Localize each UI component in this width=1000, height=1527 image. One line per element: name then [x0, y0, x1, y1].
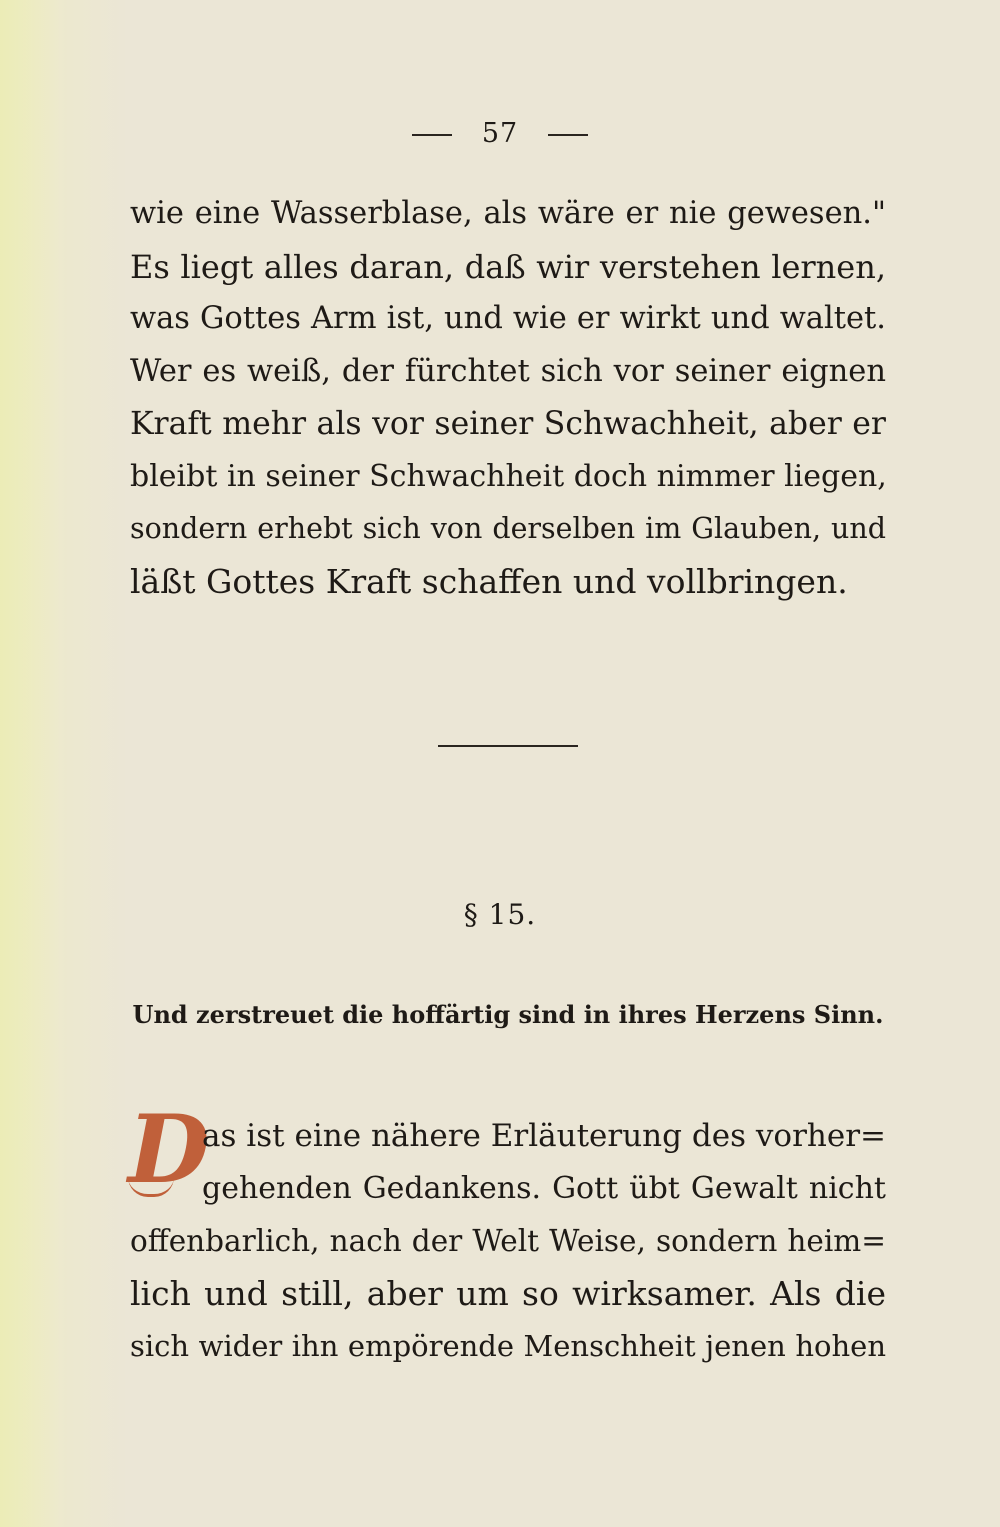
- drop-cap: D: [128, 1095, 210, 1205]
- text-line: sondern erhebt sich von derselben im Glauben, und: [130, 512, 886, 545]
- section-title: Und zerstreuet die hoffärtig sind in ihres Herzens Sinn.: [132, 1000, 884, 1029]
- page-header: [0, 118, 1000, 149]
- text-line: Es liegt alles daran, daß wir verstehen lernen,: [130, 247, 886, 286]
- text-line: gehenden Gedankens. Gott übt Gewalt nicht: [202, 1170, 886, 1206]
- section-divider: [438, 745, 578, 747]
- header-dash-left: [412, 134, 452, 136]
- text-line: lich und still, aber um so wirksamer. Als die: [130, 1273, 886, 1313]
- page-gutter: [0, 0, 60, 1527]
- text-line: was Gottes Arm ist, und wie er wirkt und waltet.: [130, 301, 886, 336]
- paragraph-continued: [130, 188, 886, 608]
- text-line: Kraft mehr als vor seiner Schwachheit, aber er: [130, 406, 886, 442]
- page-number: 57: [481, 118, 519, 149]
- paragraph-section-15: [130, 1110, 886, 1373]
- text-line: bleibt in seiner Schwachheit doch nimmer liegen,: [130, 458, 887, 494]
- text-line: Wer es weiß, der fürchtet sich vor seiner eignen: [130, 353, 886, 389]
- text-line: offenbarlich, nach der Welt Weise, sondern heim=: [130, 1224, 886, 1258]
- text-line: sich wider ihn empörende Menschheit jenen hohen: [130, 1329, 886, 1363]
- text-line: läßt Gottes Kraft schaffen und vollbringen.: [130, 561, 848, 601]
- section-number: § 15.: [463, 898, 537, 931]
- text-line: wie eine Wasserblase, als wäre er nie gewesen.": [130, 196, 886, 231]
- text-line: as ist eine nähere Erläuterung des vorher=: [202, 1118, 886, 1154]
- header-dash-right: [548, 134, 588, 136]
